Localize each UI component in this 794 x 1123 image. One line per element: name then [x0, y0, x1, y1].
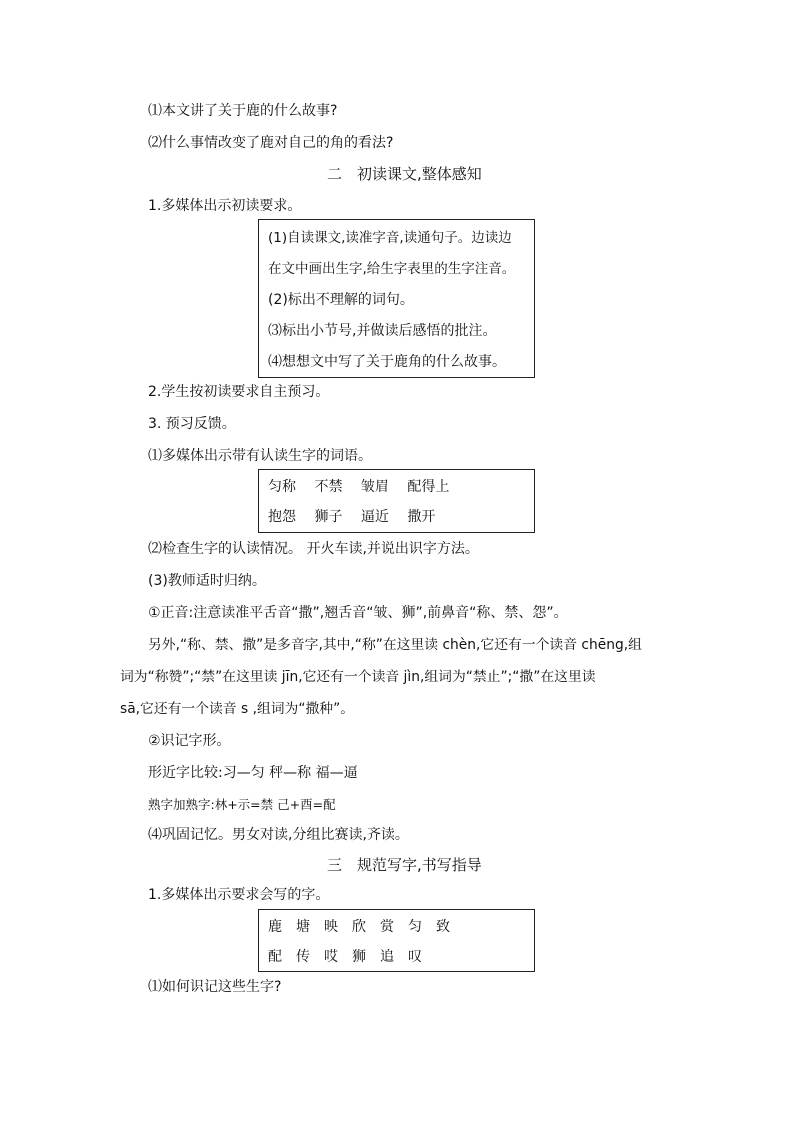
polyphone-line-3: sā,它还有一个读音 s ,组词为“撒种”。 — [120, 701, 355, 717]
question-2: ⑵什么事情改变了鹿对自己的角的看法? — [148, 135, 394, 151]
section-2-sub-2: ⑵检查生字的认读情况。 开火车读,并说出识字方法。 — [148, 541, 479, 557]
section-3-sub-1: ⑴如何识记这些生字? — [148, 979, 282, 995]
char: 配 — [268, 949, 282, 965]
polyphone-line-2: 词为“称赞”;“禁”在这里读 jīn,它还有一个读音 jìn,组词为“禁止”;“撒”在这里读 — [120, 669, 596, 685]
requirement-line-2: 在文中画出生字,给生字表里的生字注音。 — [268, 261, 516, 277]
requirement-line-5: ⑷想想文中写了关于鹿角的什么故事。 — [268, 354, 506, 370]
char: 塘 — [296, 919, 310, 935]
words-row-2 — [268, 507, 435, 527]
word: 不禁 — [314, 479, 343, 495]
section-2-sub-1: ⑴多媒体出示带有认读生字的词语。 — [148, 448, 372, 464]
char: 致 — [436, 919, 450, 935]
char: 狮 — [352, 949, 366, 965]
similar-chars: 形近字比较:习—匀 秤—称 福—逼 — [148, 765, 358, 781]
shixing-heading: ②识记字形。 — [148, 733, 231, 749]
section-3-heading: 三 规范写字,书写指导 — [327, 856, 482, 874]
zhengyin-paragraph: ①正音:注意读准平舌音“撒”,翘舌音“皱、狮”,前鼻音“称、禁、怨”。 — [148, 605, 568, 621]
section-2-item-2: 2.学生按初读要求自主预习。 — [148, 384, 330, 400]
words-box — [258, 469, 535, 533]
section-3-item-1: 1.多媒体出示要求会写的字。 — [148, 887, 330, 903]
section-2-item-1: 1.多媒体出示初读要求。 — [148, 198, 302, 214]
char: 鹿 — [268, 919, 282, 935]
char: 传 — [296, 949, 310, 965]
compound-chars: 熟字加熟字:林+示=禁 己+酉=配 — [148, 797, 336, 812]
char: 匀 — [408, 919, 422, 935]
section-2-heading: 二 初读课文,整体感知 — [327, 165, 482, 183]
requirement-line-3: (2)标出不理解的词句。 — [268, 292, 414, 308]
word: 配得上 — [407, 479, 450, 495]
char: 映 — [324, 919, 338, 935]
word: 逼近 — [360, 509, 389, 525]
section-2-sub-3: (3)教师适时归纳。 — [148, 573, 266, 589]
word: 匀称 — [268, 479, 296, 495]
reading-requirements-box — [258, 219, 535, 378]
char: 叹 — [408, 949, 422, 965]
word: 皱眉 — [360, 479, 389, 495]
question-1: ⑴本文讲了关于鹿的什么故事? — [148, 103, 338, 119]
word: 撒开 — [407, 509, 436, 525]
words-row-1 — [268, 477, 449, 497]
char: 追 — [380, 949, 394, 965]
requirement-line-1: (1)自读课文,读准字音,读通句子。边读边 — [268, 230, 512, 246]
chars-row-1 — [268, 917, 464, 937]
section-2-item-3: 3. 预习反馈。 — [148, 416, 236, 432]
char: 哎 — [324, 949, 338, 965]
word: 抱怨 — [268, 509, 296, 525]
chars-row-2 — [268, 947, 436, 967]
word: 狮子 — [314, 509, 343, 525]
write-chars-box — [258, 909, 535, 972]
requirement-line-4: ⑶标出小节号,并做读后感悟的批注。 — [268, 323, 497, 339]
section-2-sub-4: ⑷巩固记忆。男女对读,分组比赛读,齐读。 — [148, 827, 409, 843]
char: 赏 — [380, 919, 394, 935]
char: 欣 — [352, 919, 366, 935]
polyphone-line-1: 另外,“称、禁、撒”是多音字,其中,“称”在这里读 chèn,它还有一个读音 chēng,组 — [148, 637, 642, 653]
